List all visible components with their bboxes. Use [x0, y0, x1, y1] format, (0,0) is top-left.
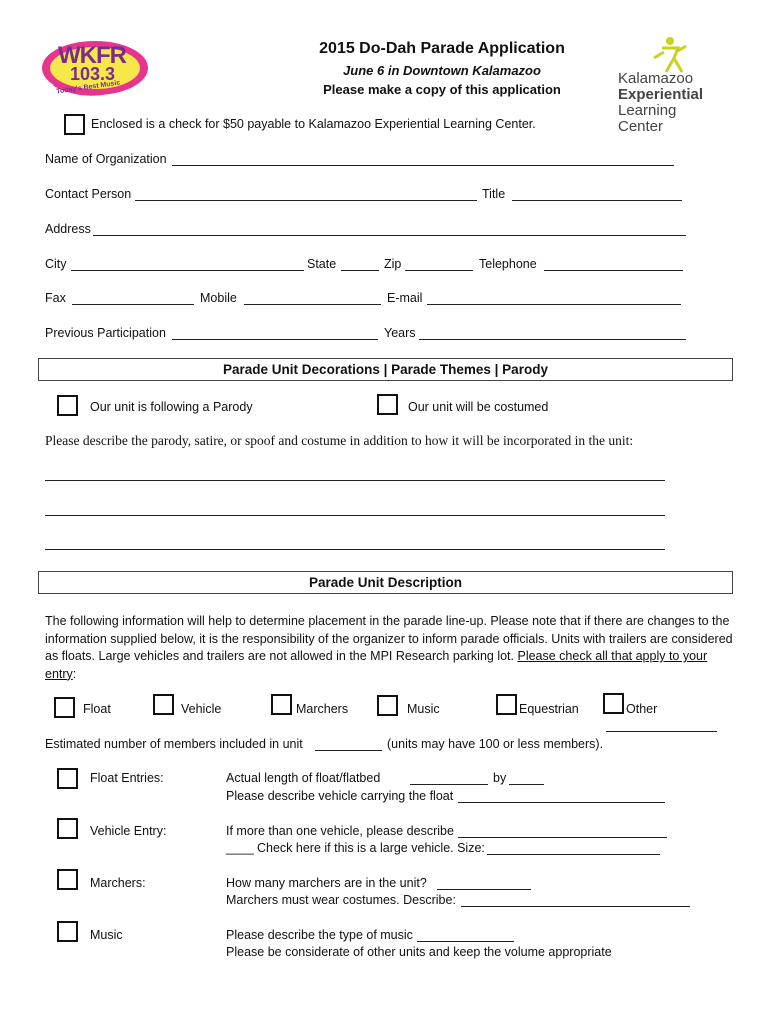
- email-input[interactable]: [427, 304, 681, 305]
- music-checkbox[interactable]: [57, 921, 78, 942]
- section-decorations-header: Parade Unit Decorations | Parade Themes | Parody: [38, 358, 733, 381]
- parody-line-3[interactable]: [45, 549, 665, 550]
- type-marchers-label: Marchers: [296, 702, 349, 716]
- marchers-costume-label: Marchers must wear costumes. Describe:: [226, 893, 456, 907]
- address-input[interactable]: [93, 235, 686, 236]
- state-input[interactable]: [341, 270, 379, 271]
- previous-input[interactable]: [172, 339, 378, 340]
- intro-end: :: [72, 666, 77, 681]
- type-music-label: Music: [407, 702, 440, 716]
- fax-input[interactable]: [72, 304, 194, 305]
- zip-input[interactable]: [405, 270, 473, 271]
- members-note: (units may have 100 or less members).: [387, 737, 604, 751]
- vehicle-multi-input[interactable]: [458, 837, 667, 838]
- zip-label: Zip: [384, 257, 402, 271]
- float-length-label: Actual length of float/flatbed: [226, 771, 381, 785]
- marchers-label: Marchers:: [90, 876, 146, 890]
- page-subtitle: June 6 in Downtown Kalamazoo: [343, 63, 541, 78]
- vehicle-large-blank[interactable]: ____: [226, 841, 254, 855]
- type-float-label: Float: [83, 702, 111, 716]
- contact-label: Contact Person: [45, 187, 132, 201]
- years-input[interactable]: [419, 339, 686, 340]
- type-other-label: Other: [626, 702, 658, 716]
- marchers-count-input[interactable]: [437, 889, 531, 890]
- type-other-input[interactable]: [606, 731, 717, 732]
- contact-input[interactable]: [135, 200, 477, 201]
- description-intro: [45, 613, 735, 683]
- marchers-checkbox[interactable]: [57, 869, 78, 890]
- vehicle-large-label: Check here if this is a large vehicle. Size:: [257, 841, 485, 855]
- float-by-label: by: [493, 771, 507, 785]
- telephone-label: Telephone: [479, 257, 537, 271]
- copy-note: Please make a copy of this application: [323, 82, 561, 97]
- city-label: City: [45, 257, 67, 271]
- years-label: Years: [384, 326, 416, 340]
- float-entries-label: Float Entries:: [90, 771, 164, 785]
- kelc-line4: Center: [618, 118, 664, 135]
- vehicle-entry-label: Vehicle Entry:: [90, 824, 167, 838]
- type-float-checkbox[interactable]: [54, 697, 75, 718]
- float-vehicle-input[interactable]: [458, 802, 665, 803]
- parody-line-2[interactable]: [45, 515, 665, 516]
- float-length-input[interactable]: [410, 784, 488, 785]
- section-description-header: Parade Unit Description: [38, 571, 733, 594]
- intro-underlined: Please check all that apply to your entry: [45, 649, 708, 681]
- type-vehicle-checkbox[interactable]: [153, 694, 174, 715]
- org-input[interactable]: [172, 165, 674, 166]
- type-equestrian-checkbox[interactable]: [496, 694, 517, 715]
- type-vehicle-label: Vehicle: [181, 702, 222, 716]
- float-by-input[interactable]: [509, 784, 544, 785]
- kelc-line1: Kalamazoo: [618, 70, 694, 87]
- wkfr-tagline: Today's Best Music: [55, 79, 121, 96]
- state-label: State: [307, 257, 337, 271]
- marchers-count-label: How many marchers are in the unit?: [226, 876, 427, 890]
- telephone-input[interactable]: [544, 270, 683, 271]
- vehicle-size-input[interactable]: [487, 854, 660, 855]
- mobile-label: Mobile: [200, 291, 237, 305]
- vehicle-entry-checkbox[interactable]: [57, 818, 78, 839]
- mobile-input[interactable]: [244, 304, 381, 305]
- fax-label: Fax: [45, 291, 66, 305]
- float-vehicle-label: Please describe vehicle carrying the float: [226, 789, 454, 803]
- wkfr-letters: WKFR: [58, 42, 126, 69]
- parody-label: Our unit is following a Parody: [90, 400, 253, 414]
- intro-text: The following information will help to determine placement in the parade line-up. Please note that if there are changes to the information supplied below, it is the responsibility of the organizer to inform parade officials. Units with trailers are considered as floats. Large vehicles and trailers are not allowed in the MPI Research parking lot.: [45, 614, 733, 663]
- music-label: Music: [90, 928, 123, 942]
- address-label: Address: [45, 222, 91, 236]
- kelc-line2: Experiential: [618, 86, 704, 103]
- title-label: Title: [482, 187, 506, 201]
- city-input[interactable]: [71, 270, 304, 271]
- type-marchers-checkbox[interactable]: [271, 694, 292, 715]
- type-equestrian-label: Equestrian: [519, 702, 579, 716]
- music-type-label: Please describe the type of music: [226, 928, 413, 942]
- kelc-line3: Learning: [618, 102, 677, 119]
- float-entries-checkbox[interactable]: [57, 768, 78, 789]
- check-enclosed-label: Enclosed is a check for $50 payable to Kalamazoo Experiential Learning Center.: [91, 117, 536, 131]
- previous-label: Previous Participation: [45, 326, 166, 340]
- type-music-checkbox[interactable]: [377, 695, 398, 716]
- costumed-checkbox[interactable]: [377, 394, 398, 415]
- parody-prompt: Please describe the parody, satire, or spoof and costume in addition to how it will be incorporated in the unit:: [45, 433, 634, 448]
- title-input[interactable]: [512, 200, 682, 201]
- members-input[interactable]: [315, 750, 382, 751]
- costumed-label: Our unit will be costumed: [408, 400, 549, 414]
- wkfr-number: 103.3: [70, 64, 116, 84]
- page-title: 2015 Do-Dah Parade Application: [319, 40, 565, 57]
- parody-line-1[interactable]: [45, 480, 665, 481]
- parody-checkbox[interactable]: [57, 395, 78, 416]
- org-label: Name of Organization: [45, 152, 167, 166]
- type-other-checkbox[interactable]: [603, 693, 624, 714]
- check-enclosed-checkbox[interactable]: [64, 114, 85, 135]
- email-label: E-mail: [387, 291, 423, 305]
- vehicle-multi-label: If more than one vehicle, please describe: [226, 824, 454, 838]
- music-volume-note: Please be considerate of other units and keep the volume appropriate: [226, 945, 612, 959]
- kelc-logo: [612, 36, 722, 136]
- music-type-input[interactable]: [417, 941, 514, 942]
- marchers-costume-input[interactable]: [461, 906, 690, 907]
- members-label: Estimated number of members included in unit: [45, 737, 303, 751]
